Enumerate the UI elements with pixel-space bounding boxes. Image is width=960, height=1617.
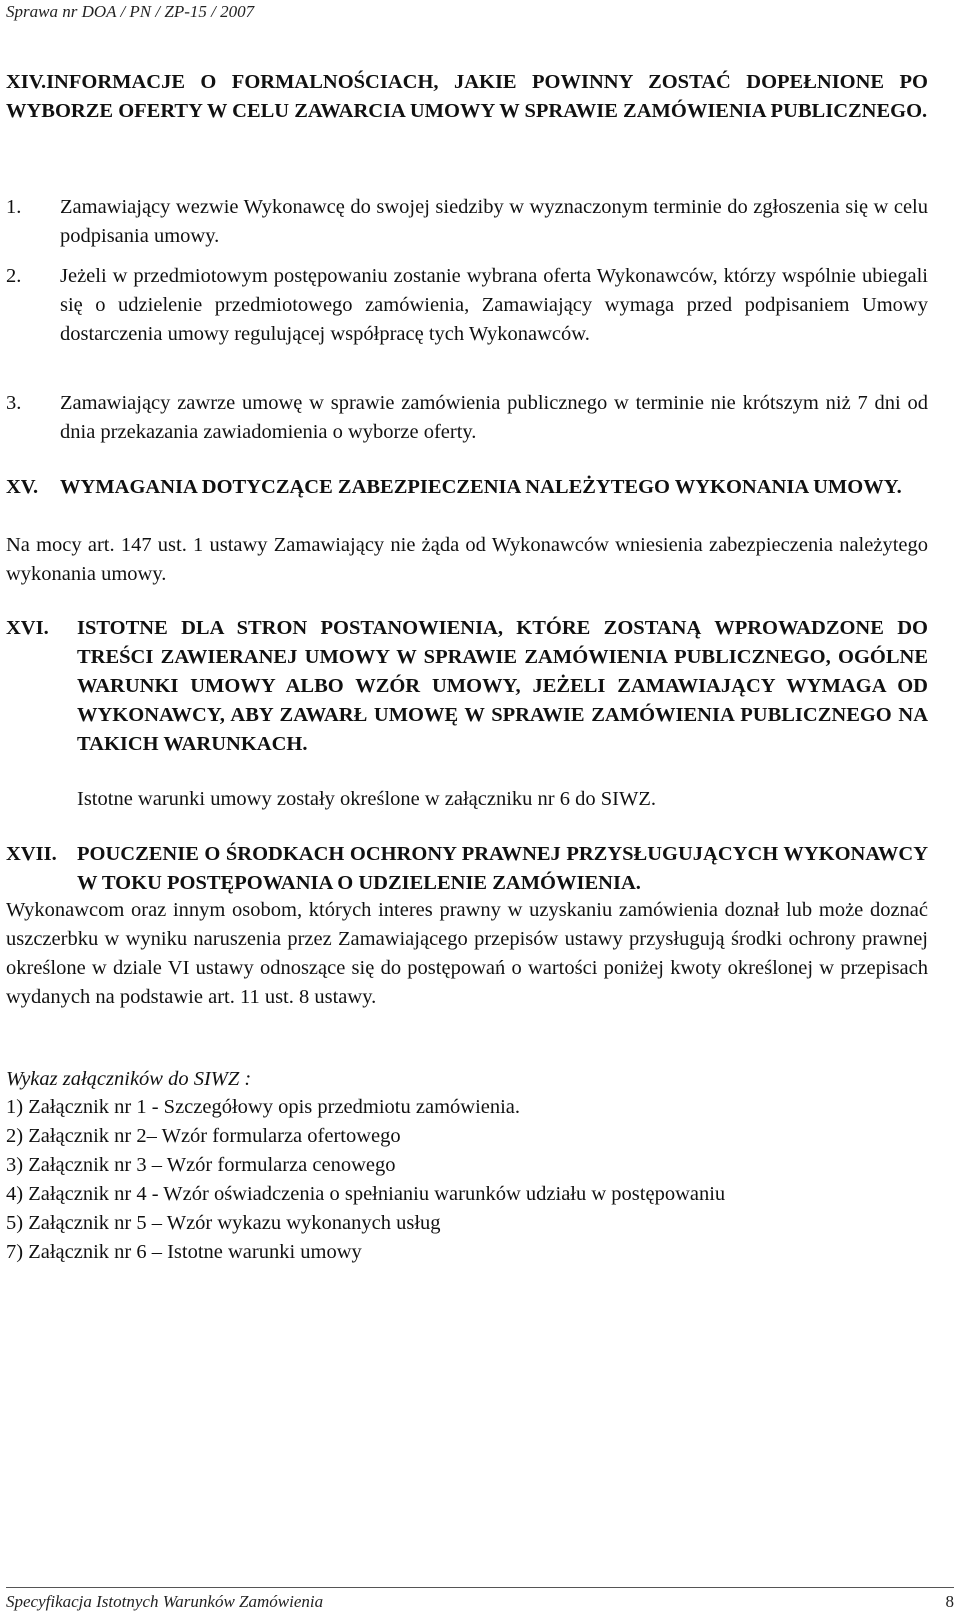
section-15-body: Na mocy art. 147 ust. 1 ustawy Zamawiający nie żąda od Wykonawców wniesienia zabezpieczenia należytego wykonania umowy. [6,534,928,585]
attachments-list [6,1093,928,1267]
list-item: 2) Załącznik nr 2– Wzór formularza ofertowego [6,1125,401,1147]
section-16-heading [6,614,928,759]
item-text: Jeżeli w przedmiotowym postępowaniu zostanie wybrana oferta Wykonawców, którzy wspólnie ubiegali się o udzielenie przedmiotowego zamówienia, Zamawiający wymaga przed podpisaniem Umowy dostarczenia umowy regulującej współpracę tych Wykonawców. [60,265,928,345]
footer-title: Specyfikacja Istotnych Warunków Zamówienia [6,1592,324,1611]
section-15-heading [6,473,928,502]
section-15-title: WYMAGANIA DOTYCZĄCE ZABEZPIECZENIA NALEŻYTEGO WYKONANIA UMOWY. [60,476,902,498]
section-number: XVI. [6,617,49,639]
section-17-title: POUCZENIE O ŚRODKACH OCHRONY PRAWNEJ PRZYSŁUGUJĄCYCH WYKONAWCY W TOKU POSTĘPOWANIA O UDZIELENIE ZAMÓWIENIA. [77,843,928,894]
section-17-body: Wykonawcom oraz innym osobom, których interes prawny w uzyskaniu zamówienia doznał lub może doznać uszczerbku w wyniku naruszenia przez Zamawiającego przepisów ustawy przysługują środki ochrony prawnej określone w dziale VI ustawy odnoszące się do postępowań o wartości poniżej kwoty określonej w przepisach wydanych na podstawie art. 11 ust. 8 ustawy. [6,899,928,1008]
section-16-body: Istotne warunki umowy zostały określone w załączniku nr 6 do SIWZ. [77,788,656,810]
page-header: Sprawa nr DOA / PN / ZP-15 / 2007 [6,2,255,21]
section-14-item-1 [6,193,928,251]
item-number: 2. [6,265,22,287]
list-item: 7) Załącznik nr 6 – Istotne warunki umowy [6,1241,362,1263]
list-item: 1) Załącznik nr 1 - Szczegółowy opis przedmiotu zamówienia. [6,1096,521,1118]
item-number: 1. [6,196,22,218]
footer-divider [6,1587,954,1588]
list-item: 4) Załącznik nr 4 - Wzór oświadczenia o spełnianiu warunków udziału w postępowaniu [6,1183,726,1205]
item-number: 3. [6,392,22,414]
list-item: 5) Załącznik nr 5 – Wzór wykazu wykonanych usług [6,1212,441,1234]
section-14-item-2 [6,262,928,349]
section-number: XV. [6,476,39,498]
attachments-heading: Wykaz załączników do SIWZ : [6,1068,252,1090]
section-16-title: ISTOTNE DLA STRON POSTANOWIENIA, KTÓRE ZOSTANĄ WPROWADZONE DO TREŚCI ZAWIERANEJ UMOWY W SPRAWIE ZAMÓWIENIA PUBLICZNEGO, OGÓLNE WARUNKI UMOWY ALBO WZÓR UMOWY, JEŻELI ZAMAWIAJĄCY WYMAGA OD WYKONAWCY, ABY ZAWARŁ UMOWĘ W SPRAWIE ZAMÓWIENIA PUBLICZNEGO NA TAKICH WARUNKACH. [77,617,928,755]
item-text: Zamawiający zawrze umowę w sprawie zamówienia publicznego w terminie nie krótszym niż 7 dni od dnia przekazania zawiadomienia o wyborze oferty. [60,392,928,443]
page-number: 8 [945,1592,954,1611]
item-text: Zamawiający wezwie Wykonawcę do swojej siedziby w wyznaczonym terminie do zgłoszenia się w celu podpisania umowy. [60,196,928,247]
section-number: XVII. [6,843,57,865]
section-14-title: XIV.INFORMACJE O FORMALNOŚCIACH, JAKIE POWINNY ZOSTAĆ DOPEŁNIONE PO WYBORZE OFERTY W CELU ZAWARCIA UMOWY W SPRAWIE ZAMÓWIENIA PUBLICZNEGO. [6,71,928,122]
section-14-item-3 [6,389,928,447]
section-17-heading [6,840,928,898]
list-item: 3) Załącznik nr 3 – Wzór formularza cenowego [6,1154,396,1176]
